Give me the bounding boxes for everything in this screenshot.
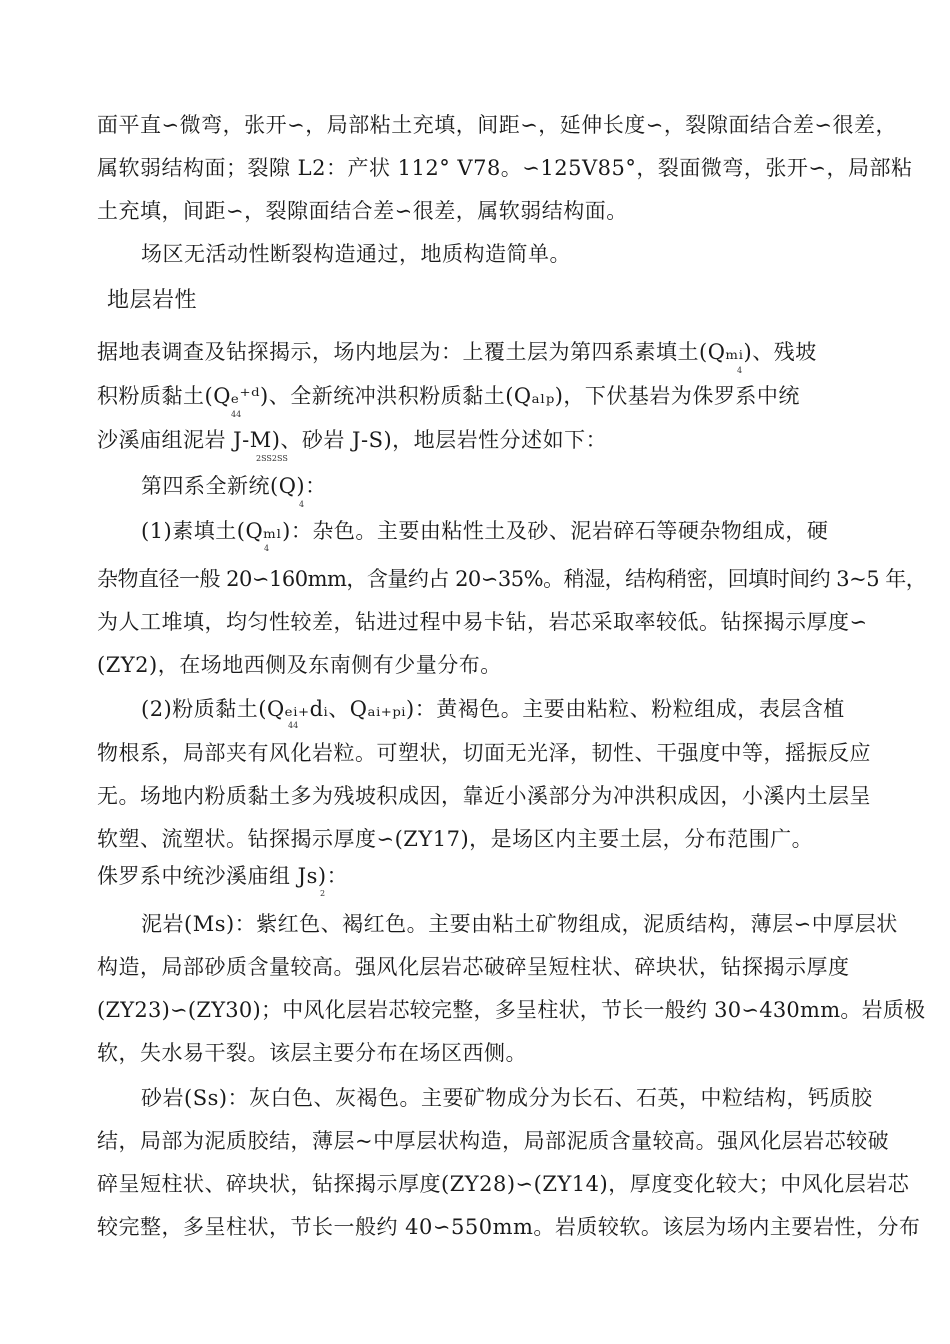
paragraph-line: 第四系全新统(Q)： <box>141 474 327 498</box>
paragraph-line: 泥岩(Ms)：紫红色、褐红色。主要由粘土矿物组成，泥质结构，薄层∽中厚层状 <box>141 912 898 936</box>
paragraph-line: 碎呈短柱状、碎块状，钻探揭示厚度(ZY28)∽(ZY14)，厚度变化较大；中风化层岩芯 <box>97 1172 910 1196</box>
paragraph-line: 软，失水易干裂。该层主要分布在场区西侧。 <box>97 1041 527 1065</box>
paragraph-line: 构造，局部砂质含量较高。强风化层岩芯破碎呈短柱状、碎块状，钻探揭示厚度 <box>97 955 850 979</box>
paragraph-line: 积粉质黏土(Qₑ⁺ᵈ)、全新统冲洪积粉质黏土(Qₐₗₚ)，下伏基岩为侏罗系中统 <box>97 384 800 408</box>
paragraph-line: 沙溪庙组泥岩 J-M)、砂岩 J-S)，地层岩性分述如下： <box>97 428 608 452</box>
subscript-note: 44 <box>231 410 242 419</box>
paragraph-line: 面平直∽微弯，张开∽，局部粘土充填，间距∽，延伸长度∽，裂隙面结合差∽很差， <box>97 113 897 137</box>
paragraph-line: 较完整，多呈柱状，节长一般约 40∽550mm。岩质较软。该层为场内主要岩性，分布 <box>97 1215 921 1239</box>
subscript-note: 4 <box>737 366 743 375</box>
subscript-note: 2SS2SS <box>256 454 288 463</box>
paragraph-line: 无。场地内粉质黏土多为残坡积成因，靠近小溪部分为冲洪积成因，小溪内土层呈 <box>97 784 871 808</box>
paragraph-line: 属软弱结构面；裂隙 L2：产状 112° V78。∽125V85°，裂面微弯，张开∽，局部粘 <box>97 156 913 180</box>
subscript-note: 44 <box>288 721 299 730</box>
paragraph-line: 物根系，局部夹有风化岩粒。可塑状，切面无光泽，韧性、干强度中等，摇振反应 <box>97 741 871 765</box>
paragraph-line: 为人工堆填，均匀性较差，钻进过程中易卡钻，岩芯采取率较低。钻探揭示厚度∽ <box>97 610 868 634</box>
paragraph-line: 土充填，间距∽，裂隙面结合差∽很差，属软弱结构面。 <box>97 199 628 223</box>
subscript-note: 4 <box>264 544 270 553</box>
paragraph-line: 侏罗系中统沙溪庙组 Js)： <box>97 864 349 888</box>
paragraph-line: 据地表调查及钻探揭示，场内地层为：上覆土层为第四系素填土(Qₘᵢ)、残坡 <box>97 340 817 364</box>
paragraph-line: 砂岩(Ss)：灰白色、灰褐色。主要矿物成分为长石、石英，中粒结构，钙质胶 <box>141 1086 873 1110</box>
paragraph-line: 结，局部为泥质胶结，薄层~中厚层状构造，局部泥质含量较高。强风化层岩芯较破 <box>97 1129 890 1153</box>
paragraph-line: (ZY2)，在场地西侧及东南侧有少量分布。 <box>97 653 502 677</box>
paragraph-line: 场区无活动性断裂构造通过，地质构造简单。 <box>141 242 571 266</box>
section-heading: 地层岩性 <box>107 288 198 313</box>
paragraph-line: 杂物直径一般 20∽160mm，含量约占 20∽35%。稍湿，结构稍密，回填时间约 3~5 年， <box>97 567 927 591</box>
paragraph-line: (1)素填土(Qₘₗ)：杂色。主要由粘性土及砂、泥岩碎石等硬杂物组成，硬 <box>141 519 829 543</box>
paragraph-line: (2)粉质黏土(Qₑᵢ₊dᵢ、Qₐᵢ₊ₚᵢ)：黄褐色。主要由粘粒、粉粒组成，表层含植 <box>141 697 845 721</box>
paragraph-line: 软塑、流塑状。钻探揭示厚度∽(ZY17)，是场区内主要土层，分布范围广。 <box>97 827 814 851</box>
subscript-note: 2 <box>320 889 326 898</box>
paragraph-line: (ZY23)∽(ZY30)；中风化层岩芯较完整，多呈柱状，节长一般约 30∽430mm。岩质极 <box>97 998 926 1022</box>
subscript-note: 4 <box>299 500 305 509</box>
